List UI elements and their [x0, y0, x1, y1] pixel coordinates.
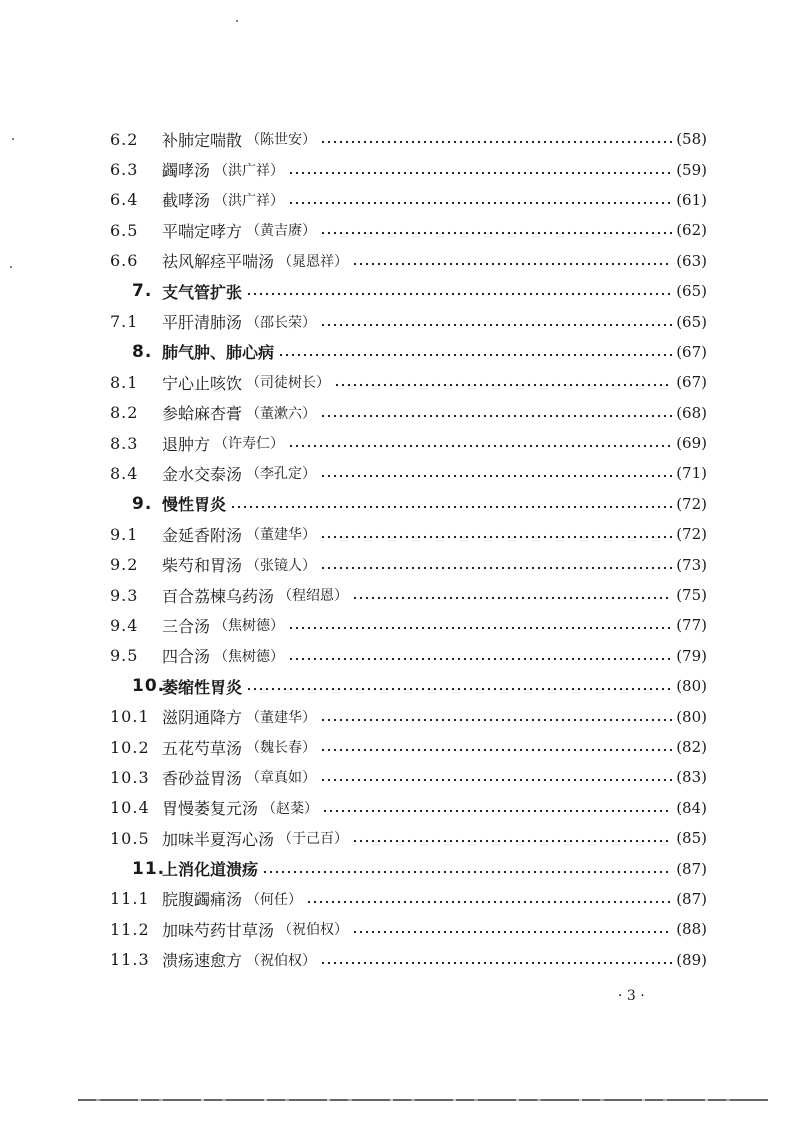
toc-entry-number: 10.2: [110, 737, 150, 757]
dot-leader: [230, 505, 672, 509]
toc-entry: [0, 823, 793, 853]
toc-entry-page: (65): [676, 312, 707, 331]
toc-entry-author: （董建华）: [246, 527, 317, 544]
toc-entry-author: （洪广祥）: [214, 192, 285, 209]
toc-entry: [0, 945, 793, 975]
bottom-scan-rule: [78, 1099, 768, 1101]
toc-entry-number: 6.5: [110, 220, 139, 240]
dot-leader: [352, 596, 672, 600]
dot-leader: [320, 961, 672, 965]
toc-entry-author: （章真如）: [246, 770, 317, 787]
toc-entry-body: [162, 523, 707, 546]
toc-entry-author: （董建华）: [246, 709, 317, 726]
toc-entry-number: 8.1: [110, 372, 139, 392]
toc-entry: [0, 215, 793, 245]
toc-entry-author: （李孔定）: [246, 466, 317, 483]
toc-entry: [0, 398, 793, 428]
toc-entry-page: (82): [676, 738, 707, 756]
toc-entry-author: （于己百）: [278, 831, 349, 848]
toc-entry: [0, 641, 793, 671]
toc-entry-body: [162, 219, 707, 242]
dot-leader: [306, 900, 672, 904]
toc-entry-title: 金延香附汤: [162, 525, 243, 545]
toc-entry: [0, 701, 793, 731]
toc-entry-number: 9.: [132, 493, 153, 514]
toc-entry-author: （黄吉赓）: [246, 223, 317, 240]
dot-leader: [320, 323, 672, 327]
toc-entry-number: 10.3: [110, 767, 150, 787]
toc-entry-page: (79): [676, 646, 707, 665]
toc-entry-page: (80): [676, 677, 707, 696]
toc-entry: [0, 610, 793, 640]
dot-leader: [288, 171, 672, 175]
toc-entry-number: 8.: [132, 341, 153, 362]
toc-entry-body: [162, 918, 707, 941]
toc-entry: [0, 580, 793, 610]
toc-entry-title: 退肿方: [162, 434, 211, 454]
toc-entry-page: (62): [676, 221, 707, 240]
toc-entry-author: （魏长春）: [246, 740, 317, 756]
toc-entry-body: [162, 705, 707, 728]
toc-entry-number: 9.2: [110, 555, 139, 575]
toc-entry: [0, 428, 793, 458]
toc-entry-title: 三合汤: [162, 616, 211, 636]
toc-entry-number: 8.4: [110, 463, 139, 483]
toc-entry-number: 6.3: [110, 160, 139, 180]
toc-entry: [0, 914, 793, 944]
toc-entry-title: 加味半夏泻心汤: [162, 829, 275, 849]
toc-entry-author: （祝伯权）: [246, 952, 317, 969]
dot-leader: [320, 535, 672, 539]
toc-entry: [0, 185, 793, 215]
toc-entry-number: 8.2: [110, 403, 139, 423]
toc-entry-body: [162, 857, 707, 880]
toc-entry-title: 滋阴通降方: [162, 708, 243, 728]
toc-entry: [0, 154, 793, 184]
dot-leader: [320, 140, 672, 144]
toc-entry: [0, 884, 793, 914]
toc-entry-page: (88): [676, 920, 707, 939]
toc-entry-body: [162, 766, 707, 789]
toc-entry: [0, 793, 793, 823]
dot-leader: [288, 657, 672, 661]
toc-entry: [0, 367, 793, 397]
toc-entry-title: 金水交泰汤: [162, 464, 243, 484]
toc-entry-page: (89): [676, 950, 707, 969]
dot-leader: [352, 262, 672, 266]
toc-entry-body: [162, 249, 707, 272]
dot-leader: [320, 748, 672, 752]
toc-entry-body: [162, 432, 707, 455]
toc-entry-number: 9.4: [110, 615, 139, 635]
toc-entry-author: （程绍恩）: [278, 588, 349, 605]
toc-entry-title: 胃慢萎复元汤: [162, 799, 259, 819]
toc-entry-page: (69): [676, 434, 707, 453]
toc-entry-body: [162, 371, 707, 394]
toc-entry-title: 慢性胃炎: [162, 495, 227, 515]
toc-entry-number: 8.3: [110, 433, 139, 453]
toc-entry-body: [162, 553, 707, 576]
toc-entry-number: 9.3: [110, 585, 139, 605]
toc-entry-page: (63): [676, 251, 707, 270]
dot-leader: [288, 626, 672, 630]
toc-section-heading: [0, 276, 793, 306]
toc-entry-page: (85): [676, 829, 707, 848]
toc-entry-body: [162, 158, 707, 181]
toc-section-heading: [0, 489, 793, 519]
toc-entry-title: 香砂益胃汤: [162, 768, 243, 788]
toc-entry-number: 11.1: [110, 889, 150, 909]
toc-entry-author: （洪广祥）: [214, 162, 285, 179]
toc-entry-page: (77): [676, 616, 707, 635]
toc-entry-page: (80): [676, 707, 707, 726]
dot-leader: [334, 383, 672, 387]
toc-entry-page: (65): [676, 282, 707, 301]
toc-entry-number: 7.1: [110, 312, 139, 332]
toc-entry-page: (75): [676, 586, 707, 605]
toc-entry-number: 9.1: [110, 524, 139, 544]
toc-entry-body: [162, 644, 707, 667]
toc-entry-body: [162, 401, 707, 424]
toc-entry-number: 6.4: [110, 190, 139, 210]
toc-entry-page: (72): [676, 494, 707, 513]
toc-entry-author: （焦树德）: [214, 618, 285, 635]
dot-leader: [278, 353, 672, 357]
toc-entry-author: （晁恩祥）: [278, 253, 349, 270]
toc-entry: [0, 458, 793, 488]
toc-entry-number: 7.: [132, 281, 153, 302]
toc-section-heading: [0, 853, 793, 883]
toc-entry-title: 上消化道溃疡: [162, 860, 259, 880]
toc-entry-author: （陈世安）: [246, 132, 317, 149]
toc-entry-body: [162, 887, 707, 910]
toc-entry-author: （何任）: [246, 891, 303, 908]
toc-entry-page: (61): [676, 190, 707, 209]
toc-entry-body: [162, 675, 707, 698]
dot-leader: [246, 292, 672, 296]
toc-entry-title: 祛风解痉平喘汤: [162, 252, 275, 272]
toc-entry-body: [162, 492, 707, 515]
toc-entry-title: 蠲哮汤: [162, 161, 211, 181]
toc-entry-page: (67): [676, 373, 707, 392]
toc-section-heading: [0, 337, 793, 367]
toc-entry: [0, 306, 793, 336]
toc-entry-author: （许寿仁）: [214, 436, 285, 453]
toc-entry-body: [162, 280, 707, 303]
toc-entry-page: (59): [676, 160, 707, 179]
toc-entry-page: (83): [676, 768, 707, 787]
toc-entry-title: 百合荔楝乌药汤: [162, 586, 275, 606]
toc-entry: [0, 549, 793, 579]
dot-leader: [288, 201, 672, 205]
toc-entry-number: 10.5: [110, 828, 150, 848]
toc-entry-title: 平喘定哮方: [162, 221, 243, 241]
table-of-contents: [0, 124, 793, 975]
toc-entry-page: (87): [676, 889, 707, 908]
toc-entry-body: [162, 614, 707, 637]
dot-leader: [320, 474, 672, 478]
toc-entry-title: 四合汤: [162, 647, 211, 667]
toc-entry-body: [162, 796, 707, 819]
toc-entry: [0, 519, 793, 549]
toc-entry-body: [162, 340, 707, 363]
toc-entry-number: 10.1: [110, 707, 150, 727]
dot-leader: [288, 444, 672, 448]
toc-entry-body: [162, 188, 707, 211]
toc-entry-number: 11.: [132, 858, 166, 879]
toc-entry: [0, 762, 793, 792]
toc-entry-number: 10.4: [110, 798, 150, 818]
toc-entry-author: （司徒树长）: [246, 375, 331, 392]
toc-entry-page: (58): [676, 130, 707, 149]
toc-entry-title: 截哮汤: [162, 191, 211, 211]
dot-leader: [320, 414, 672, 418]
toc-entry-page: (68): [676, 403, 707, 422]
dot-leader: [320, 778, 672, 782]
toc-entry-body: [162, 128, 707, 151]
toc-entry-number: 10.: [132, 676, 166, 697]
scan-speck: [10, 266, 12, 268]
toc-entry-title: 平肝清肺汤: [162, 313, 243, 333]
toc-entry-body: [162, 462, 707, 485]
toc-entry-number: 11.2: [110, 919, 150, 939]
toc-entry: [0, 246, 793, 276]
toc-entry-body: [162, 736, 707, 759]
toc-section-heading: [0, 671, 793, 701]
toc-entry-author: （祝伯权）: [278, 922, 349, 939]
toc-entry-author: （赵棻）: [262, 800, 319, 817]
toc-entry-title: 支气管扩张: [162, 282, 243, 302]
toc-entry-page: (67): [676, 342, 707, 361]
toc-entry-number: 11.3: [110, 950, 150, 970]
toc-entry-page: (84): [676, 798, 707, 817]
toc-entry-body: [162, 948, 707, 971]
dot-leader: [246, 687, 672, 691]
scan-speck: [12, 138, 14, 140]
toc-entry-title: 宁心止咳饮: [162, 373, 243, 393]
dot-leader: [322, 809, 672, 813]
toc-entry-author: （焦树德）: [214, 648, 285, 665]
toc-entry-author: （邵长荣）: [246, 314, 317, 331]
dot-leader: [320, 566, 672, 570]
toc-entry-title: 补肺定喘散: [162, 130, 243, 150]
toc-entry-title: 五花芍草汤: [162, 738, 243, 758]
toc-entry-author: （董漱六）: [246, 405, 317, 422]
dot-leader: [320, 231, 672, 235]
toc-entry-page: (72): [676, 525, 707, 544]
dot-leader: [352, 930, 672, 934]
toc-entry-body: [162, 827, 707, 850]
toc-entry-page: (87): [676, 859, 707, 878]
toc-entry-number: 6.6: [110, 251, 139, 271]
toc-entry-title: 参蛤麻杏膏: [162, 404, 243, 424]
dot-leader: [352, 839, 672, 843]
toc-entry-title: 萎缩性胃炎: [162, 677, 243, 697]
toc-entry-body: [162, 310, 707, 333]
toc-entry-title: 加味芍药甘草汤: [162, 920, 275, 940]
toc-entry: [0, 124, 793, 154]
toc-entry-title: 溃疡速愈方: [162, 951, 243, 971]
dot-leader: [262, 870, 672, 874]
dot-leader: [320, 718, 672, 722]
toc-entry-title: 脘腹蠲痛汤: [162, 890, 243, 910]
toc-entry: [0, 732, 793, 762]
toc-entry-author: （张镜人）: [246, 557, 317, 574]
toc-entry-number: 9.5: [110, 646, 139, 666]
toc-entry-page: (73): [676, 555, 707, 574]
toc-entry-title: 柴芍和胃汤: [162, 556, 243, 576]
toc-entry-body: [162, 584, 707, 607]
scan-speck: [236, 20, 238, 22]
toc-entry-number: 6.2: [110, 129, 139, 149]
page-number: · 3 ·: [618, 988, 645, 1004]
toc-entry-page: (71): [676, 464, 707, 483]
toc-entry-title: 肺气肿、肺心病: [162, 343, 275, 363]
